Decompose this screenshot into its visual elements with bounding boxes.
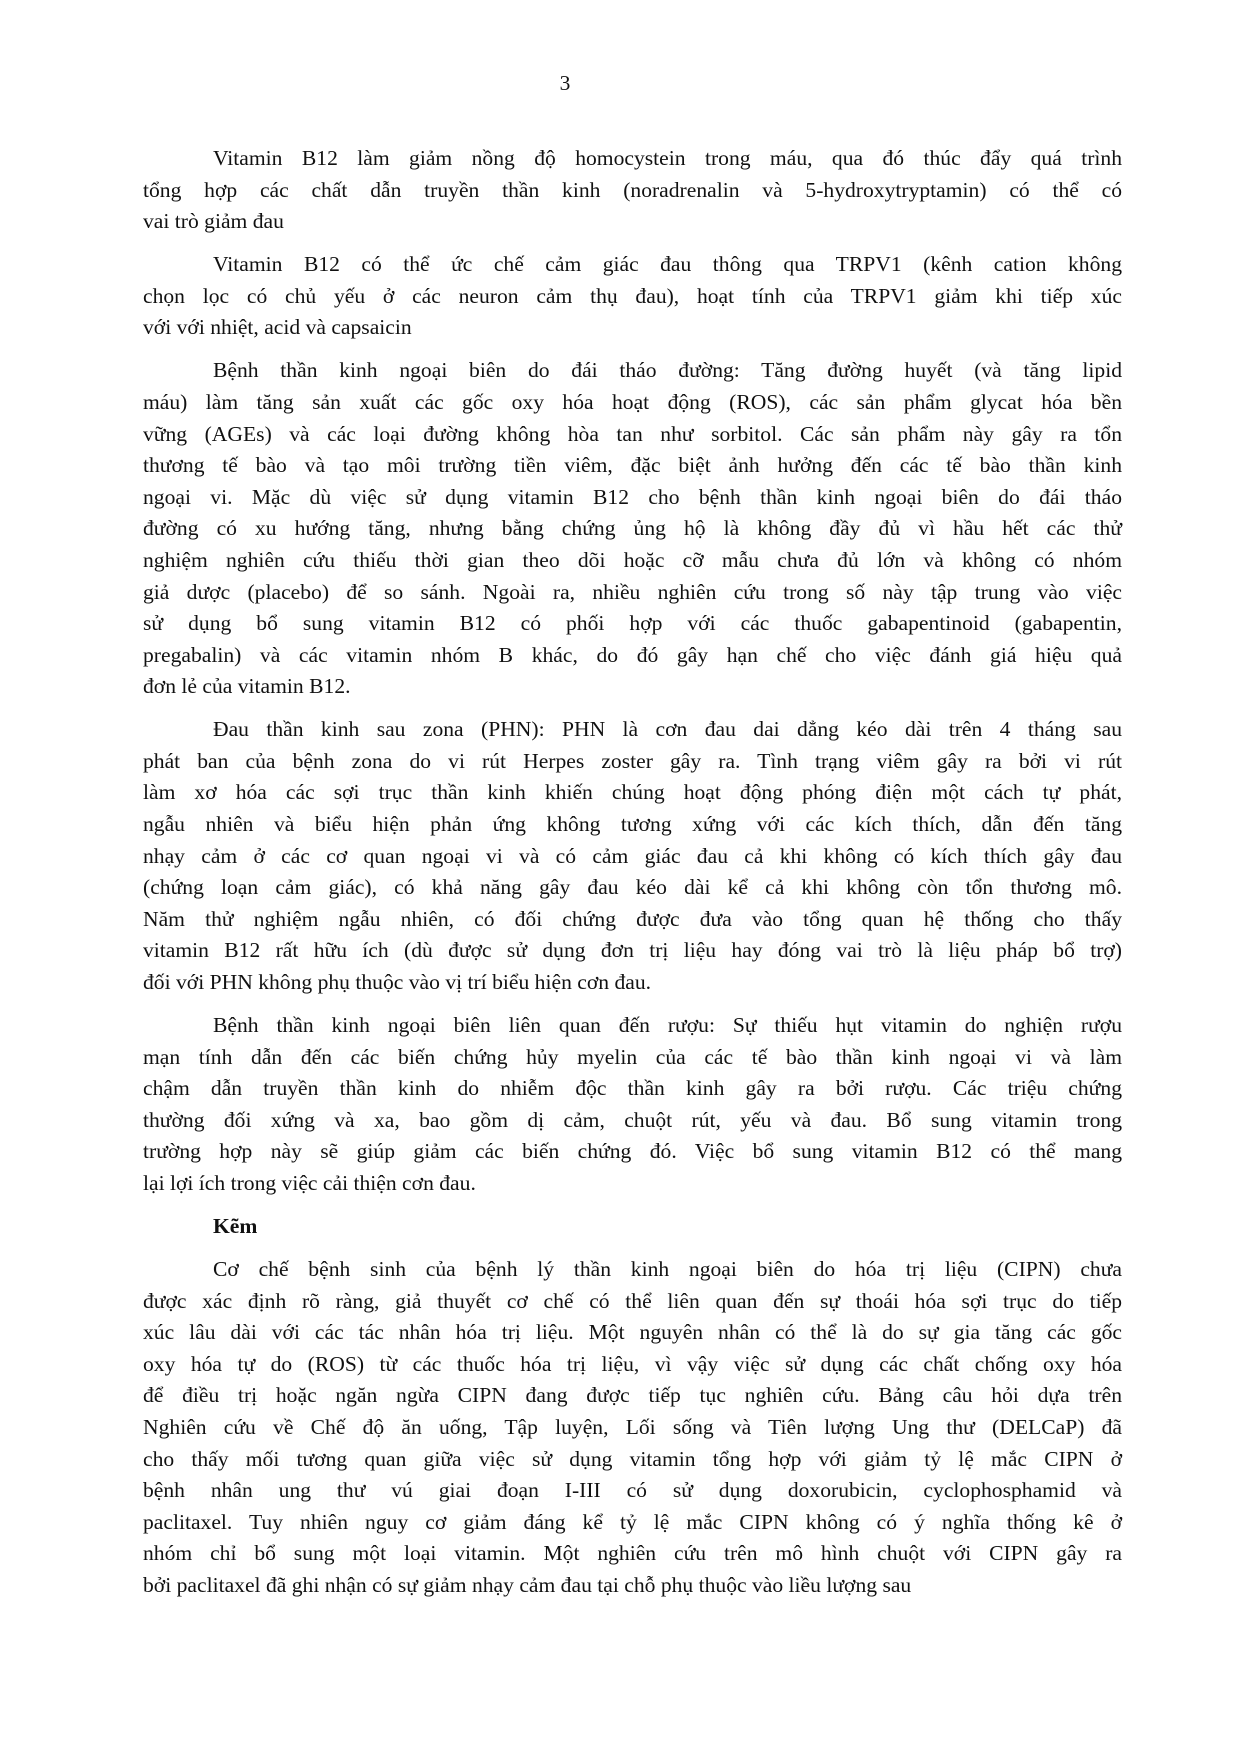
paragraph-diabetic-neuropathy — [143, 355, 1122, 703]
text-line: vai trò giảm đau — [143, 209, 284, 234]
text-line: đơn lẻ của vitamin B12. — [143, 674, 351, 699]
text-line: paclitaxel. Tuy nhiên nguy cơ giảm đáng kể tỷ lệ mắc CIPN không có ý nghĩa thống kê ở — [143, 1509, 1122, 1534]
paragraph-b12-homocystein — [143, 143, 1122, 238]
text-line: đối với PHN không phụ thuộc vào vị trí biểu hiện cơn đau. — [143, 970, 652, 995]
text-line: Bệnh thần kinh ngoại biên do đái tháo đường: Tăng đường huyết (và tăng lipid — [213, 358, 1122, 383]
text-line: được xác định rõ ràng, giả thuyết cơ chế có thể liên quan đến sự thoái hóa sợi trục do tiếp — [143, 1288, 1122, 1313]
text-line: vững (AGEs) và các loại đường không hòa tan như sorbitol. Các sản phẩm này gây ra tổn — [143, 421, 1122, 446]
text-line: phát ban của bệnh zona do vi rút Herpes zoster gây ra. Tình trạng viêm gây ra bởi vi rút — [143, 748, 1122, 773]
body-text — [143, 143, 1122, 1613]
text-line: làm xơ hóa các sợi trục thần kinh khiến chúng hoạt động phóng điện một cách tự phát, — [143, 780, 1122, 805]
text-line: chọn lọc có chủ yếu ở các neuron cảm thụ đau), hoạt tính của TRPV1 giảm khi tiếp xúc — [143, 283, 1122, 308]
text-line: máu) làm tăng sản xuất các gốc oxy hóa hoạt động (ROS), các sản phẩm glycat hóa bền — [143, 389, 1122, 414]
text-line: để điều trị hoặc ngăn ngừa CIPN đang được tiếp tục nghiên cứu. Bảng câu hỏi dựa trên — [143, 1383, 1122, 1408]
text-line: bởi paclitaxel đã ghi nhận có sự giảm nhạy cảm đau tại chỗ phụ thuộc vào liều lượng sau — [143, 1572, 912, 1597]
paragraph-b12-trpv1 — [143, 249, 1122, 344]
text-line: pregabalin) và các vitamin nhóm B khác, do đó gây hạn chế cho việc đánh giá hiệu quả — [143, 642, 1122, 667]
text-line: với với nhiệt, acid và capsaicin — [143, 315, 412, 340]
text-line: Vitamin B12 làm giảm nồng độ homocystein trong máu, qua đó thúc đẩy quá trình — [213, 146, 1122, 170]
text-line: Đau thần kinh sau zona (PHN): PHN là cơn đau dai dẳng kéo dài trên 4 tháng sau — [213, 717, 1122, 742]
text-line: oxy hóa tự do (ROS) từ các thuốc hóa trị liệu, vì vậy việc sử dụng các chất chống oxy hóa — [143, 1351, 1122, 1376]
text-line: mạn tính dẫn đến các biến chứng hủy myelin của các tế bào thần kinh ngoại vi và làm — [143, 1044, 1122, 1069]
text-line: xúc lâu dài với các tác nhân hóa trị liệu. Một nguyên nhân có thể là do sự gia tăng các gốc — [143, 1320, 1122, 1345]
paragraph-alcoholic-neuropathy — [143, 1010, 1122, 1200]
text-line: thương tế bào và tạo môi trường tiền viêm, đặc biệt ảnh hưởng đến các tế bào thần kinh — [143, 453, 1122, 478]
text-line: sử dụng bổ sung vitamin B12 có phối hợp với các thuốc gabapentinoid (gabapentin, — [143, 611, 1122, 636]
text-line: bệnh nhân ung thư vú giai đoạn I-III có sử dụng doxorubicin, cyclophosphamid và — [143, 1478, 1122, 1503]
paragraph-zinc-cipn — [143, 1254, 1122, 1602]
text-line: nhóm chỉ bổ sung một loại vitamin. Một nghiên cứu trên mô hình chuột với CIPN gây ra — [143, 1541, 1122, 1566]
text-line: Bệnh thần kinh ngoại biên liên quan đến rượu: Sự thiếu hụt vitamin do nghiện rượu — [213, 1013, 1122, 1037]
text-line: trường hợp này sẽ giúp giảm các biến chứng đó. Việc bổ sung vitamin B12 có thể mang — [143, 1139, 1122, 1164]
text-line: vitamin B12 rất hữu ích (dù được sử dụng đơn trị liệu hay đóng vai trò là liệu pháp bổ trợ) — [143, 938, 1122, 963]
text-line: nhạy cảm ở các cơ quan ngoại vi và có cảm giác đau cả khi không có kích thích gây đau — [143, 843, 1122, 868]
page-number: 3 — [559, 71, 571, 95]
paragraph-postherpetic-neuralgia — [143, 714, 1122, 998]
text-line: Năm thử nghiệm ngẫu nhiên, có đối chứng được đưa vào tổng quan hệ thống cho thấy — [143, 906, 1122, 931]
text-line: ngoại vi. Mặc dù việc sử dụng vitamin B12 cho bệnh thần kinh ngoại biên do đái tháo — [143, 484, 1122, 509]
text-line: ngẫu nhiên và biểu hiện phản ứng không tương xứng với các kích thích, dẫn đến tăng — [143, 812, 1122, 837]
text-line: tổng hợp các chất dẫn truyền thần kinh (noradrenalin và 5-hydroxytryptamin) có thể có — [143, 177, 1122, 202]
text-line: lại lợi ích trong việc cải thiện cơn đau. — [143, 1170, 476, 1195]
text-line: nghiệm nghiên cứu thiếu thời gian theo dõi hoặc cỡ mẫu chưa đủ lớn và không có nhóm — [143, 547, 1122, 572]
text-line: Nghiên cứu về Chế độ ăn uống, Tập luyện, Lối sống và Tiên lượng Ung thư (DELCaP) đã — [143, 1414, 1122, 1439]
text-line: giả dược (placebo) để so sánh. Ngoài ra, nhiều nghiên cứu trong số này tập trung vào việc — [143, 579, 1122, 604]
text-line: Cơ chế bệnh sinh của bệnh lý thần kinh ngoại biên do hóa trị liệu (CIPN) chưa — [213, 1256, 1122, 1281]
text-line: đường có xu hướng tăng, nhưng bằng chứng ủng hộ là không đầy đủ vì hầu hết các thử — [143, 516, 1122, 541]
section-heading-zinc: Kẽm — [213, 1213, 258, 1238]
text-line: chậm dẫn truyền thần kinh do nhiễm độc thần kinh gây ra bởi rượu. Các triệu chứng — [143, 1076, 1122, 1101]
text-line: (chứng loạn cảm giác), có khả năng gây đau kéo dài kể cả khi không còn tổn thương mô. — [143, 875, 1122, 900]
text-line: cho thấy mối tương quan giữa việc sử dụng vitamin tổng hợp với giảm tỷ lệ mắc CIPN ở — [143, 1446, 1122, 1471]
text-line: Vitamin B12 có thể ức chế cảm giác đau thông qua TRPV1 (kênh cation không — [213, 252, 1122, 277]
text-line: thường đối xứng và xa, bao gồm dị cảm, chuột rút, yếu và đau. Bổ sung vitamin trong — [143, 1107, 1122, 1132]
